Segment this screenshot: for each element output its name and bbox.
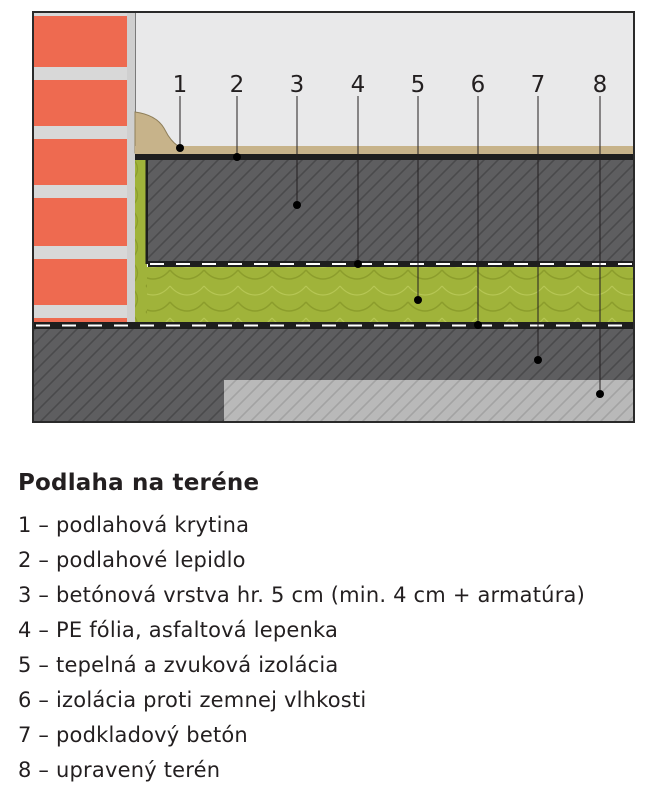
wall-panel <box>135 13 633 153</box>
marker-6: 6 <box>470 72 486 98</box>
legend-item-6: 6 – izolácia proti zemnej vlhkosti <box>18 688 367 712</box>
edge-insulation <box>135 160 147 326</box>
legend-section <box>18 470 585 788</box>
marker-8: 8 <box>592 72 608 98</box>
marker-7: 7 <box>530 72 546 98</box>
thermal-insulation <box>147 267 633 323</box>
marker-3: 3 <box>289 72 305 98</box>
floor-adhesive <box>135 154 633 160</box>
floor-covering <box>135 146 633 154</box>
legend-item-3: 3 – betónová vrstva hr. 5 cm (min. 4 cm + armatúra) <box>18 583 585 607</box>
legend-item-5: 5 – tepelná a zvuková izolácia <box>18 653 339 677</box>
marker-5: 5 <box>410 72 426 98</box>
legend-item-1: 1 – podlahová krytina <box>18 513 250 537</box>
legend-item-4: 4 – PE fólia, asfaltová lepenka <box>18 618 339 642</box>
marker-1: 1 <box>172 72 188 98</box>
marker-2: 2 <box>229 72 245 98</box>
legend-item-8: 8 – upravený terén <box>18 758 221 782</box>
legend-item-2: 2 – podlahové lepidlo <box>18 548 246 572</box>
concrete-screed <box>148 160 633 262</box>
prepared-terrain <box>224 380 633 421</box>
legend-item-7: 7 – podkladový betón <box>18 723 248 747</box>
marker-4: 4 <box>350 72 366 98</box>
brick-wall <box>34 13 135 325</box>
legend-title: Podlaha na teréne <box>18 470 260 496</box>
legend-list <box>18 508 585 788</box>
